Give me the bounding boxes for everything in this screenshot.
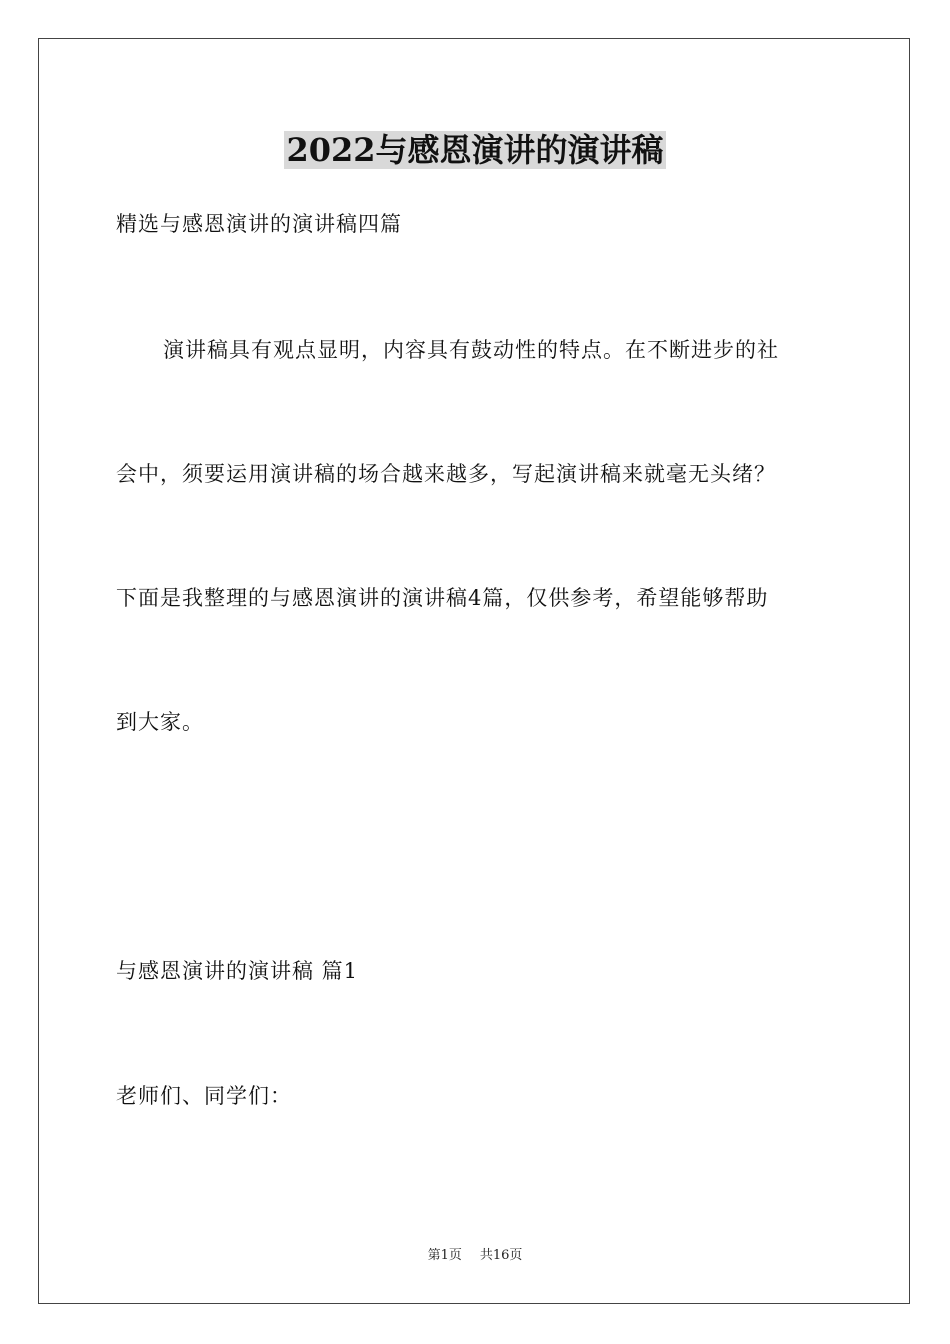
intro-paragraph-line: 到大家。 bbox=[116, 710, 204, 734]
document-subtitle: 精选与感恩演讲的演讲稿四篇 bbox=[116, 212, 402, 236]
page-number: 第1页 bbox=[427, 1248, 462, 1263]
document-title bbox=[0, 128, 950, 172]
document-title-text: 2022与感恩演讲的演讲稿 bbox=[286, 131, 664, 169]
intro-paragraph-line: 演讲稿具有观点显明，内容具有鼓动性的特点。在不断进步的社 bbox=[163, 338, 779, 362]
page-footer bbox=[0, 1247, 950, 1265]
page-total: 共16页 bbox=[479, 1248, 523, 1263]
salutation: 老师们、同学们： bbox=[116, 1084, 292, 1108]
intro-paragraph-line: 下面是我整理的与感恩演讲的演讲稿4篇，仅供参考，希望能够帮助 bbox=[116, 586, 769, 610]
section-heading: 与感恩演讲的演讲稿 篇1 bbox=[116, 959, 359, 983]
intro-paragraph-line: 会中，须要运用演讲稿的场合越来越多，写起演讲稿来就毫无头绪？ bbox=[116, 462, 776, 486]
